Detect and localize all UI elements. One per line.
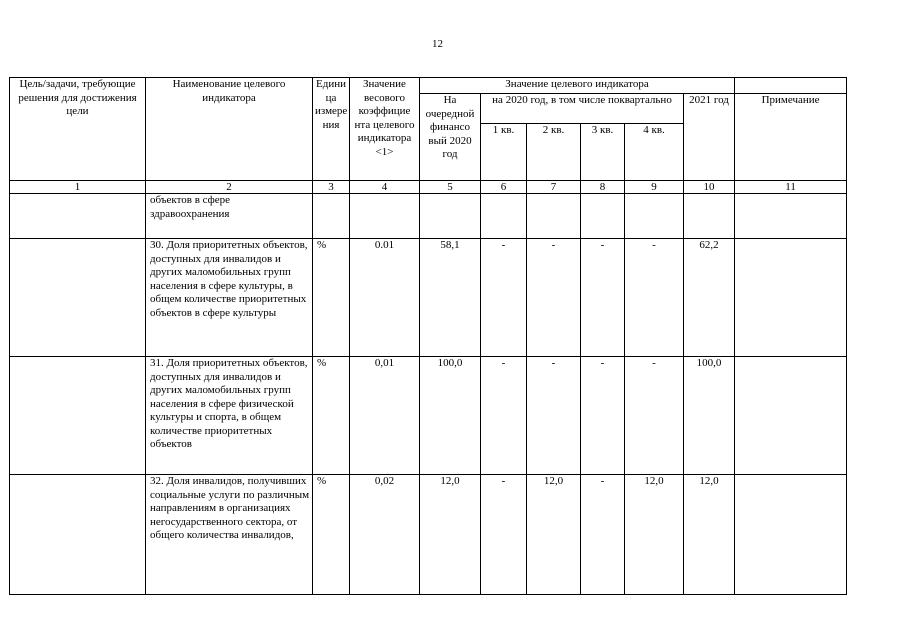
header-2021: 2021 год bbox=[684, 94, 735, 181]
next-fy-cell: 12,0 bbox=[420, 475, 481, 595]
column-number: 3 bbox=[313, 181, 350, 194]
header-q3: 3 кв. bbox=[581, 124, 625, 181]
q2-cell: 12,0 bbox=[527, 475, 581, 595]
unit-cell: % bbox=[313, 357, 350, 475]
goal-cell bbox=[10, 194, 146, 239]
header-target-value: Значение целевого индикатора bbox=[420, 78, 735, 94]
indicator-name-cell: 30. Доля приоритетных объектов, доступных для инвалидов и других маломобильных групп населения в сфере культуры, в общем количестве приоритетных объектов в сфере культуры bbox=[146, 239, 313, 357]
y2021-cell bbox=[684, 194, 735, 239]
q4-cell: - bbox=[625, 239, 684, 357]
column-number: 5 bbox=[420, 181, 481, 194]
weight-cell: 0,01 bbox=[350, 357, 420, 475]
q1-cell: - bbox=[481, 475, 527, 595]
q3-cell: - bbox=[581, 475, 625, 595]
q2-cell bbox=[527, 194, 581, 239]
y2021-cell: 62,2 bbox=[684, 239, 735, 357]
header-q4: 4 кв. bbox=[625, 124, 684, 181]
column-number: 4 bbox=[350, 181, 420, 194]
q4-cell: 12,0 bbox=[625, 475, 684, 595]
header-row-1 bbox=[10, 78, 847, 94]
unit-cell: % bbox=[313, 239, 350, 357]
q2-cell: - bbox=[527, 357, 581, 475]
header-goal: Цель/задачи, требующие решения для достижения цели bbox=[10, 78, 146, 181]
indicator-name-cell: объектов в сфере здравоохранения bbox=[146, 194, 313, 239]
column-number: 9 bbox=[625, 181, 684, 194]
header-q2: 2 кв. bbox=[527, 124, 581, 181]
column-number: 8 bbox=[581, 181, 625, 194]
header-blank-cell bbox=[735, 78, 847, 94]
unit-cell bbox=[313, 194, 350, 239]
next-fy-cell bbox=[420, 194, 481, 239]
weight-cell: 0.01 bbox=[350, 239, 420, 357]
header-unit: Едини ца измере ния bbox=[313, 78, 350, 181]
goal-cell bbox=[10, 475, 146, 595]
page-number: 12 bbox=[432, 38, 443, 50]
y2021-cell: 12,0 bbox=[684, 475, 735, 595]
column-number: 7 bbox=[527, 181, 581, 194]
q4-cell bbox=[625, 194, 684, 239]
weight-cell: 0,02 bbox=[350, 475, 420, 595]
header-next-fy: На очередной финансо вый 2020 год bbox=[420, 94, 481, 181]
header-weight: Значение весового коэффицие нта целевого индикатора <1> bbox=[350, 78, 420, 181]
next-fy-cell: 58,1 bbox=[420, 239, 481, 357]
q3-cell bbox=[581, 194, 625, 239]
note-cell bbox=[735, 475, 847, 595]
goal-cell bbox=[10, 239, 146, 357]
goal-cell bbox=[10, 357, 146, 475]
header-q1: 1 кв. bbox=[481, 124, 527, 181]
table-row bbox=[10, 239, 847, 357]
target-indicators-table bbox=[9, 77, 847, 595]
q2-cell: - bbox=[527, 239, 581, 357]
table-row bbox=[10, 475, 847, 595]
column-number: 6 bbox=[481, 181, 527, 194]
q3-cell: - bbox=[581, 239, 625, 357]
header-note: Примечание bbox=[735, 94, 847, 181]
column-number: 11 bbox=[735, 181, 847, 194]
note-cell bbox=[735, 239, 847, 357]
q1-cell: - bbox=[481, 239, 527, 357]
y2021-cell: 100,0 bbox=[684, 357, 735, 475]
q1-cell: - bbox=[481, 357, 527, 475]
indicator-name-cell: 32. Доля инвалидов, получивших социальные услуги по различным направлениям в организациях негосударственного сектора, от общего количества инвалидов, bbox=[146, 475, 313, 595]
column-number: 2 bbox=[146, 181, 313, 194]
header-2020-quarterly: на 2020 год, в том числе поквартально bbox=[481, 94, 684, 124]
note-cell bbox=[735, 357, 847, 475]
q1-cell bbox=[481, 194, 527, 239]
q3-cell: - bbox=[581, 357, 625, 475]
weight-cell bbox=[350, 194, 420, 239]
column-number: 1 bbox=[10, 181, 146, 194]
column-number: 10 bbox=[684, 181, 735, 194]
header-indicator-name: Наименование целевого индикатора bbox=[146, 78, 313, 181]
next-fy-cell: 100,0 bbox=[420, 357, 481, 475]
q4-cell: - bbox=[625, 357, 684, 475]
indicator-name-cell: 31. Доля приоритетных объектов, доступных для инвалидов и других маломобильных групп населения в сфере физической культуры и спорта, в общем количестве приоритетных объектов bbox=[146, 357, 313, 475]
table-row bbox=[10, 357, 847, 475]
note-cell bbox=[735, 194, 847, 239]
unit-cell: % bbox=[313, 475, 350, 595]
table-row bbox=[10, 194, 847, 239]
column-number-row bbox=[10, 181, 847, 194]
